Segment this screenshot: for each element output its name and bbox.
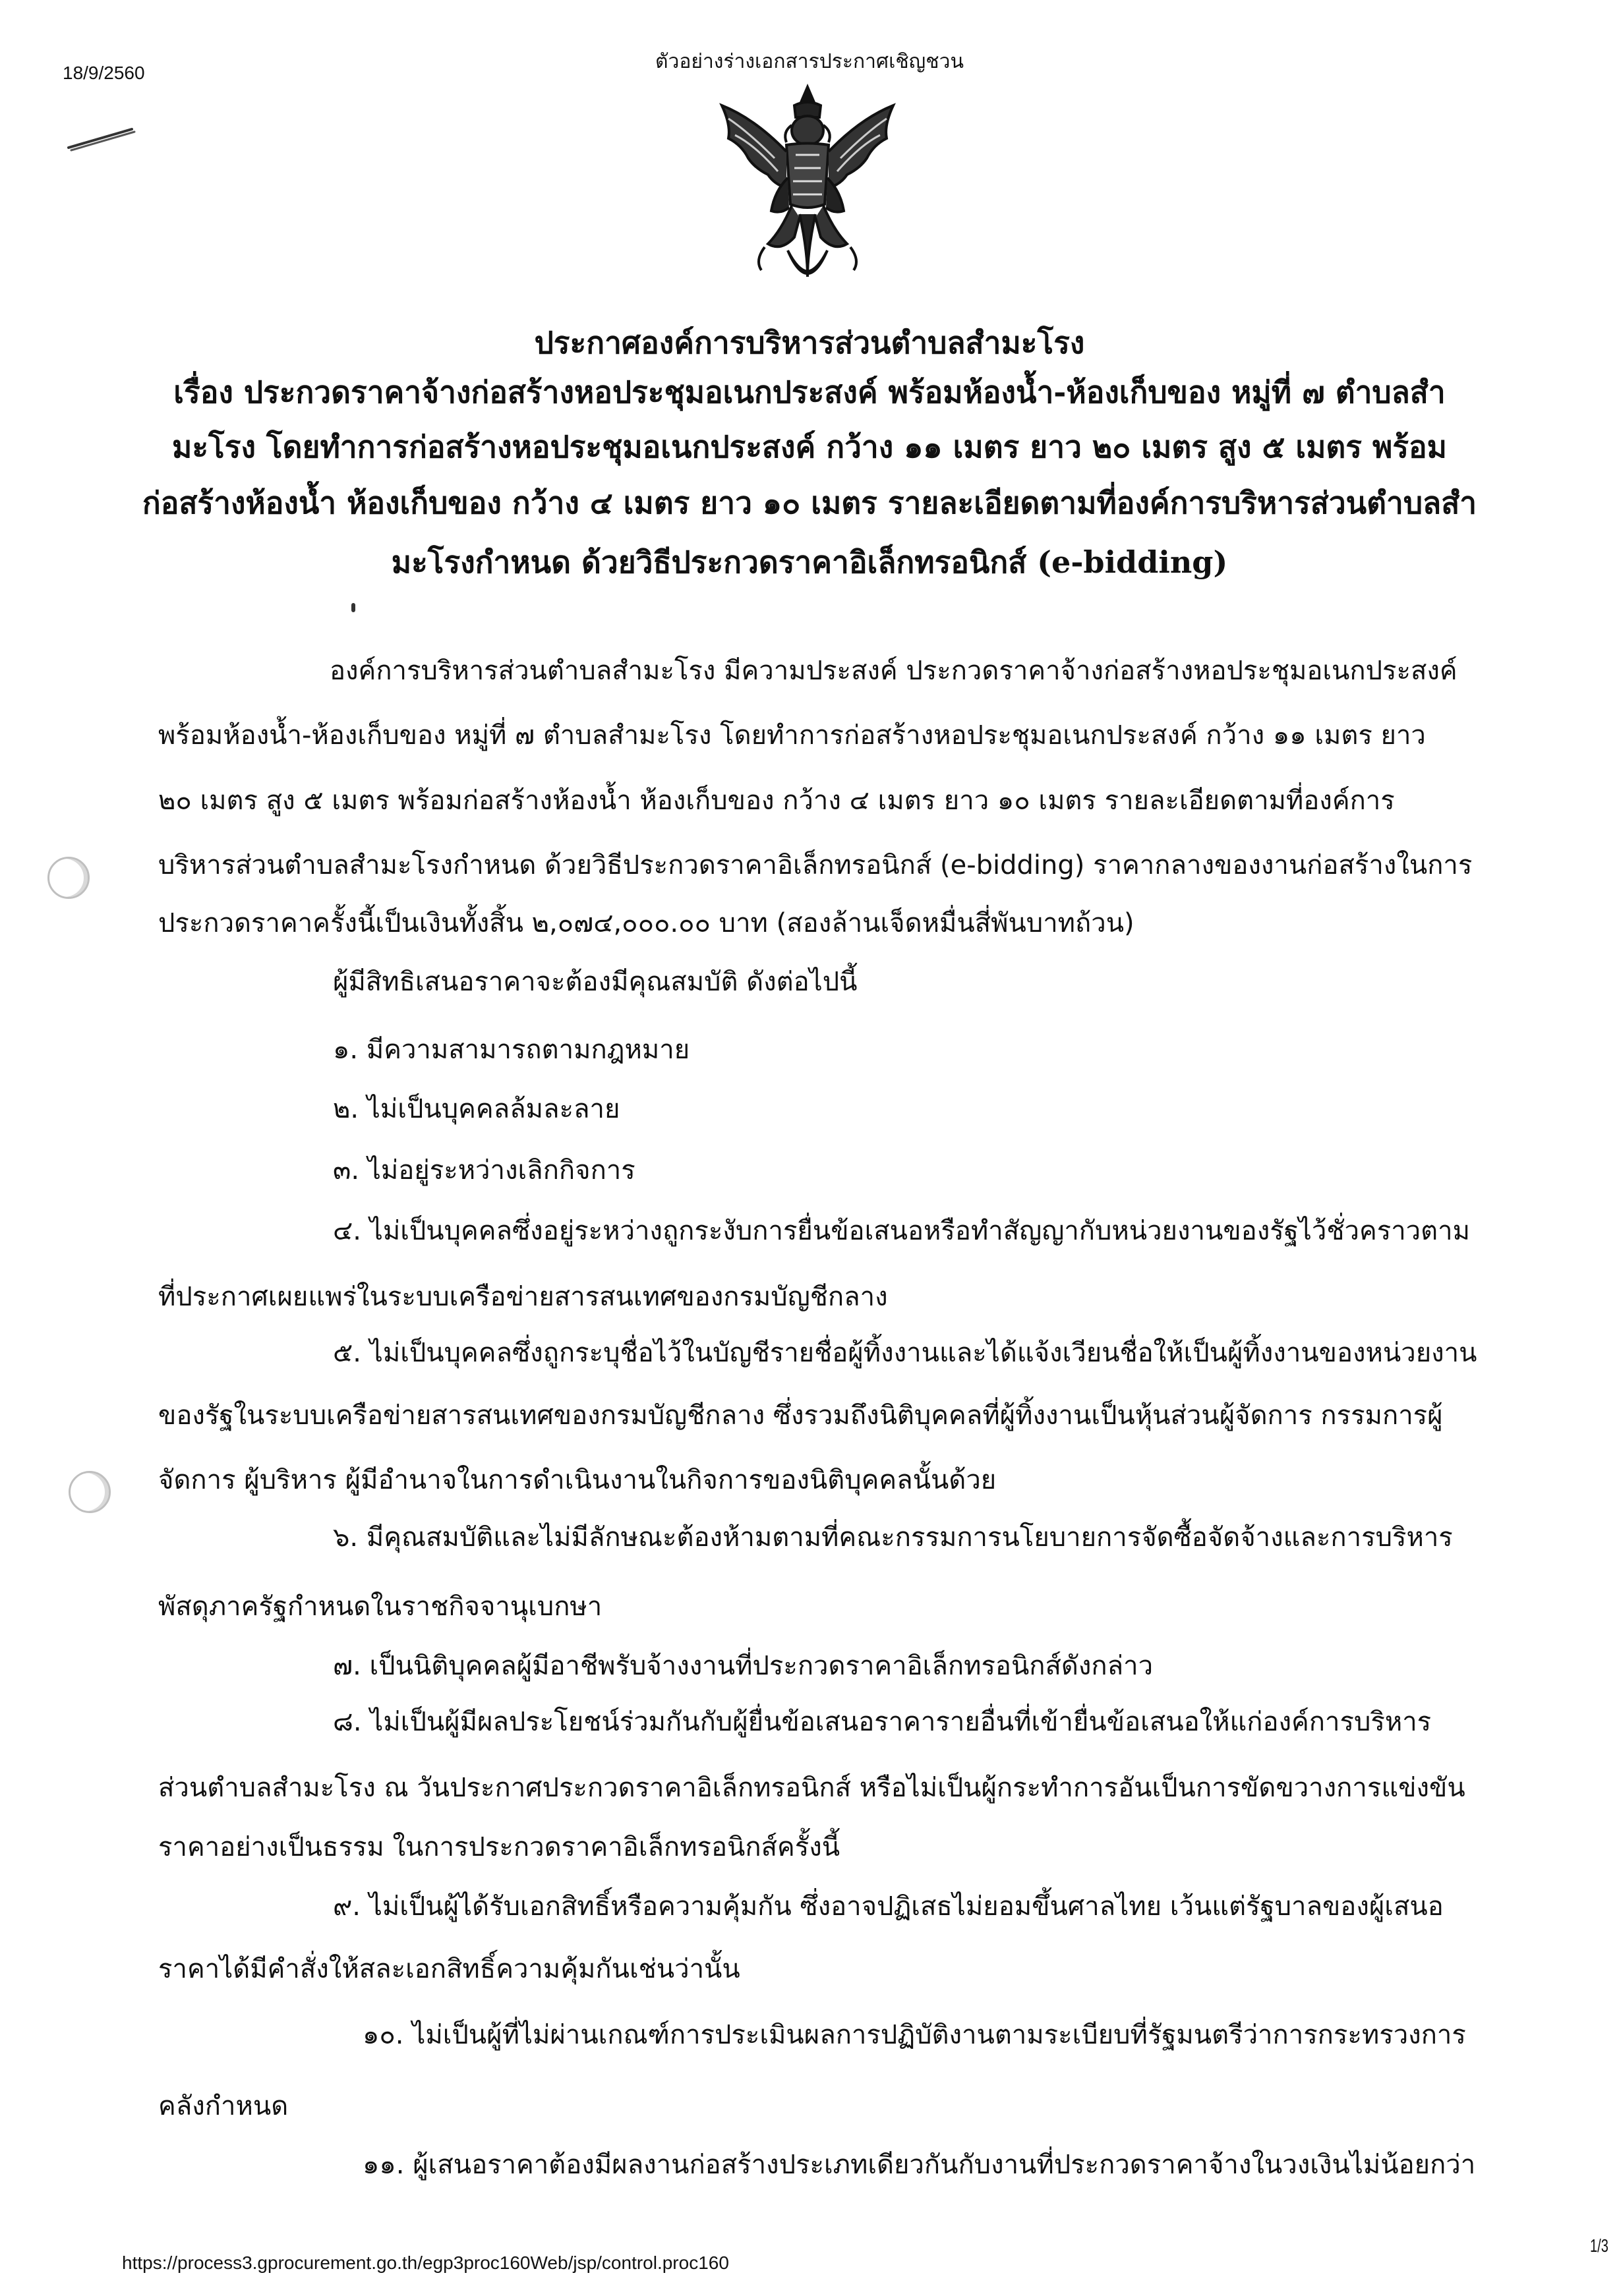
list-item-continuation: พัสดุภาครัฐกำหนดในราชกิจจานุเบกษา xyxy=(158,1592,603,1622)
body-line: ๒๐ เมตร สูง ๕ เมตร พร้อมก่อสร้างห้องน้ำ ห้องเก็บของ กว้าง ๔ เมตร ยาว ๑๐ เมตร รายละเอียดตามที่องค์การ xyxy=(158,786,1395,816)
body-line: ประกวดราคาครั้งนี้เป็นเงินทั้งสิ้น ๒,๐๗๔,๐๐๐.๐๐ บาท (สองล้านเจ็ดหมื่นสี่พันบาทถ้วน) xyxy=(158,908,1134,938)
list-item-continuation: ของรัฐในระบบเครือข่ายสารสนเทศของกรมบัญชีกลาง ซึ่งรวมถึงนิติบุคคลที่ผู้ทิ้งงานเป็นหุ้นส่วนผู้จัดการ กรรมการผู้ xyxy=(158,1400,1443,1431)
list-item: ๖. มีคุณสมบัติและไม่มีลักษณะต้องห้ามตามที่คณะกรรมการนโยบายการจัดซื้อจัดจ้างและการบริหาร xyxy=(333,1522,1453,1553)
body-line: องค์การบริหารส่วนตำบลสำมะโรง มีความประสงค์ ประกวดราคาจ้างก่อสร้างหอประชุมอเนกประสงค์ xyxy=(330,656,1457,686)
punch-hole-icon xyxy=(47,857,90,899)
footer-page-number: 1/3 xyxy=(1590,2235,1608,2256)
subject-line-1: เรื่อง ประกวดราคาจ้างก่อสร้างหอประชุมอเนกประสงค์ พร้อมห้องน้ำ-ห้องเก็บของ หมู่ที่ ๗ ตำบลสำ xyxy=(173,374,1446,410)
list-item: ๑๐. ไม่เป็นผู้ที่ไม่ผ่านเกณฑ์การประเมินผลการปฏิบัติงานตามระเบียบที่รัฐมนตรีว่าการกระทรวงการ xyxy=(363,2020,1466,2050)
subject-line-3: ก่อสร้างห้องน้ำ ห้องเก็บของ กว้าง ๔ เมตร ยาว ๑๐ เมตร รายละเอียดตามที่องค์การบริหารส่วนตำบลสำ xyxy=(142,485,1477,521)
qualifications-intro: ผู้มีสิทธิเสนอราคาจะต้องมีคุณสมบัติ ดังต่อไปนี้ xyxy=(333,967,858,997)
announcement-title: ประกาศองค์การบริหารส่วนตำบลสำมะโรง xyxy=(534,325,1085,360)
subject-line-2: มะโรง โดยทำการก่อสร้างหอประชุมอเนกประสงค์ กว้าง ๑๑ เมตร ยาว ๒๐ เมตร สูง ๕ เมตร พร้อม xyxy=(172,429,1447,465)
list-item-continuation: ราคาอย่างเป็นธรรม ในการประกวดราคาอิเล็กทรอนิกส์ครั้งนี้ xyxy=(158,1832,840,1862)
body-line: พร้อมห้องน้ำ-ห้องเก็บของ หมู่ที่ ๗ ตำบลสำมะโรง โดยทำการก่อสร้างหอประชุมอเนกประสงค์ กว้าง ๑๑ เมตร ยาว xyxy=(158,720,1426,751)
list-item: ๙. ไม่เป็นผู้ได้รับเอกสิทธิ์หรือความคุ้มกัน ซึ่งอาจปฏิเสธไม่ยอมขึ้นศาลไทย เว้นแต่รัฐบาลของผู้เสนอ xyxy=(333,1891,1444,1922)
list-item-continuation: ส่วนตำบลสำมะโรง ณ วันประกาศประกวดราคาอิเล็กทรอนิกส์ หรือไม่เป็นผู้กระทำการอันเป็นการขัดขวางการแข่งขัน xyxy=(158,1773,1465,1803)
list-item: ๗. เป็นนิติบุคคลผู้มีอาชีพรับจ้างงานที่ประกวดราคาอิเล็กทรอนิกส์ดังกล่าว xyxy=(333,1651,1154,1681)
list-item: ๑๑. ผู้เสนอราคาต้องมีผลงานก่อสร้างประเภทเดียวกันกับงานที่ประกวดราคาจ้างในวงเงินไม่น้อยกว่า xyxy=(363,2150,1476,2180)
list-item-continuation: ราคาได้มีคำสั่งให้สละเอกสิทธิ์ความคุ้มกันเช่นว่านั้น xyxy=(158,1954,740,1984)
pen-mark-icon xyxy=(66,125,138,152)
header-date: 18/9/2560 xyxy=(63,63,145,83)
list-item: ๘. ไม่เป็นผู้มีผลประโยชน์ร่วมกันกับผู้ยื่นข้อเสนอราคารายอื่นที่เข้ายื่นข้อเสนอให้แก่องค์การบริหาร xyxy=(333,1707,1432,1737)
punch-hole-icon xyxy=(69,1471,111,1513)
header-note: ตัวอย่างร่างเอกสารประกาศเชิญชวน xyxy=(655,50,964,73)
list-item-continuation: ที่ประกาศเผยแพร่ในระบบเครือข่ายสารสนเทศของกรมบัญชีกลาง xyxy=(158,1282,888,1312)
list-item: ๔. ไม่เป็นบุคคลซึ่งอยู่ระหว่างถูกระงับการยื่นข้อเสนอหรือทำสัญญากับหน่วยงานของรัฐไว้ชั่วคราวตาม xyxy=(333,1216,1470,1246)
list-item: ๕. ไม่เป็นบุคคลซึ่งถูกระบุชื่อไว้ในบัญชีรายชื่อผู้ทิ้งงานและได้แจ้งเวียนชื่อให้เป็นผู้ทิ้งงานของหน่วยงาน xyxy=(333,1338,1477,1368)
list-item: ๑. มีความสามารถตามกฎหมาย xyxy=(333,1035,690,1065)
scan-speck-icon xyxy=(351,603,355,612)
subject-line-4: มะโรงกำหนด ด้วยวิธีประกวดราคาอิเล็กทรอนิกส์ (e-bidding) xyxy=(391,544,1228,580)
list-item-continuation: คลังกำหนด xyxy=(158,2091,289,2121)
list-item: ๓. ไม่อยู่ระหว่างเลิกกิจการ xyxy=(333,1155,635,1186)
body-line: บริหารส่วนตำบลสำมะโรงกำหนด ด้วยวิธีประกวดราคาอิเล็กทรอนิกส์ (e-bidding) ราคากลางของงานก่อสร้างในการ xyxy=(158,850,1473,880)
footer-url: https://process3.gprocurement.go.th/egp3proc160Web/jsp/control.proc160 xyxy=(122,2253,729,2273)
list-item-continuation: จัดการ ผู้บริหาร ผู้มีอำนาจในการดำเนินงานในกิจการของนิติบุคคลนั้นด้วย xyxy=(158,1465,997,1495)
garuda-emblem-icon xyxy=(709,79,906,297)
list-item: ๒. ไม่เป็นบุคคลล้มละลาย xyxy=(333,1094,620,1124)
